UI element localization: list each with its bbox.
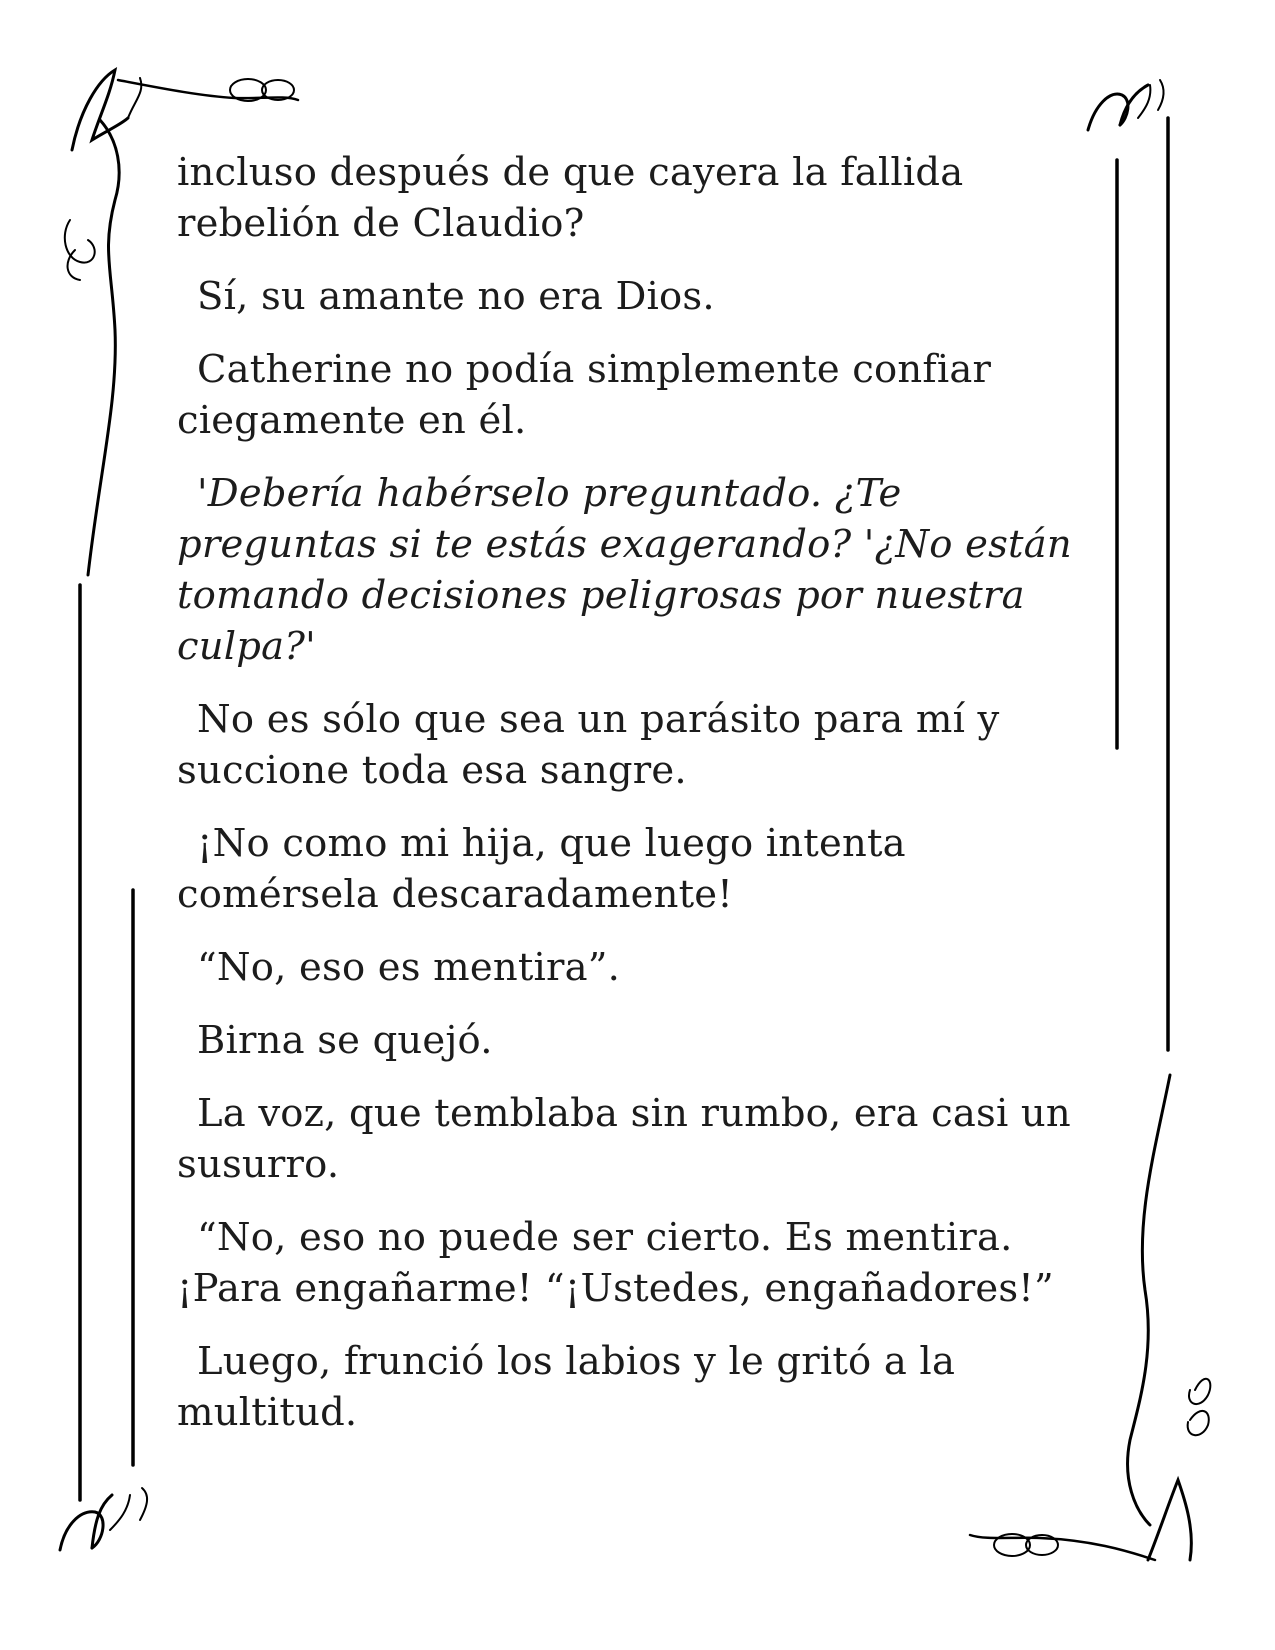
- paragraph: La voz, que temblaba sin rumbo, era casi un susurro.: [177, 1091, 1071, 1187]
- paragraph: Sí, su amante no era Dios.: [197, 274, 715, 319]
- body-text: [177, 147, 1077, 1460]
- paragraph-dialogue: “No, eso no puede ser cierto. Es mentira. ¡Para engañarme! “¡Ustedes, engañadores!”: [177, 1215, 1054, 1311]
- bottom-left-flourish-ornament: [60, 1488, 147, 1550]
- paragraph: Catherine no podía simplemente confiar ciegamente en él.: [177, 347, 992, 443]
- paragraph-italic-thought: 'Debería habérselo preguntado. ¿Te preguntas si te estás exagerando? '¿No están tomando decisiones peligrosas por nuestra culpa?': [177, 471, 1072, 669]
- paragraph: Birna se quejó.: [197, 1018, 493, 1063]
- top-right-flourish-ornament: [1088, 80, 1164, 130]
- paragraph-dialogue: “No, eso es mentira”.: [197, 945, 621, 990]
- paragraph: ¡No como mi hija, que luego intenta comérsela descaradamente!: [177, 821, 906, 917]
- paragraph: No es sólo que sea un parásito para mí y succione toda esa sangre.: [177, 697, 1000, 793]
- paragraph: incluso después de que cayera la fallida rebelión de Claudio?: [177, 150, 964, 246]
- paragraph: Luego, frunció los labios y le gritó a la multitud.: [177, 1339, 956, 1435]
